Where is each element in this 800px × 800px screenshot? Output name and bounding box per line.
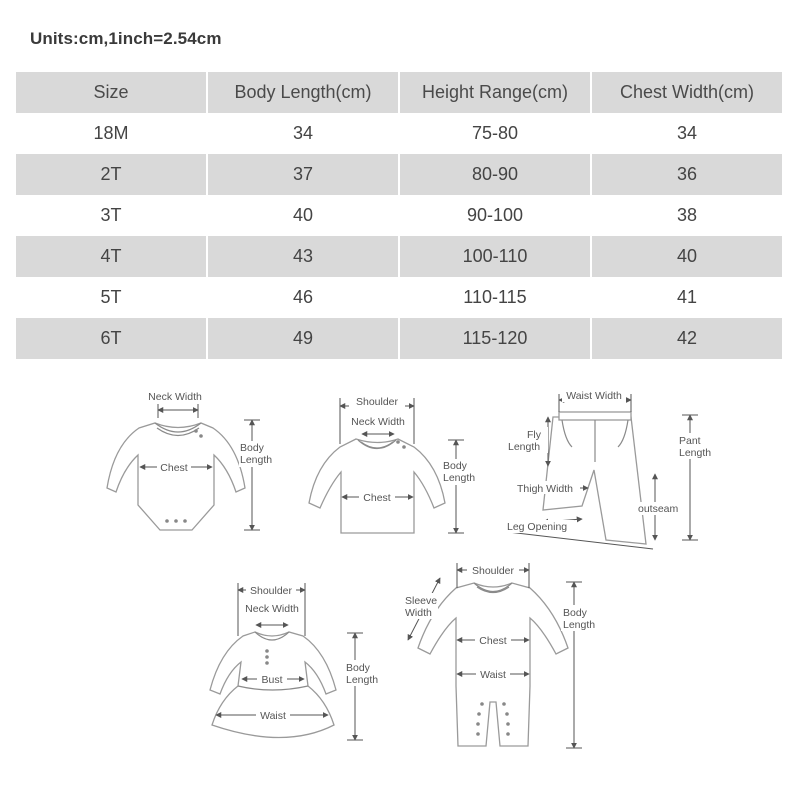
cell-body-length: 34 [207, 113, 399, 154]
snap-icon [506, 722, 510, 726]
snap-icon [506, 732, 510, 736]
snap-icon [165, 519, 169, 523]
cell-height-range: 115-120 [399, 318, 591, 359]
chest-label: Chest [479, 635, 507, 647]
shoulder-label: Shoulder [471, 565, 515, 577]
shoulder-label: Shoulder [249, 585, 293, 597]
snap-icon [174, 519, 178, 523]
cell-size: 18M [15, 113, 207, 154]
cell-chest-width: 40 [591, 236, 783, 277]
cell-chest-width: 38 [591, 195, 783, 236]
table-row [15, 236, 783, 277]
body-length-label: Length [240, 454, 273, 466]
body-length-label: Body [240, 442, 264, 454]
body-length-label: Body [563, 607, 587, 619]
outseam-label: outseam [638, 503, 679, 515]
snap-icon [194, 429, 198, 433]
cell-chest-width: 42 [591, 318, 783, 359]
table-header-row [15, 72, 783, 113]
measurement-diagrams [0, 360, 800, 800]
bodysuit-diagram [107, 391, 275, 530]
snap-icon [476, 722, 480, 726]
table-row [15, 195, 783, 236]
units-note: Units:cm,1inch=2.54cm [30, 29, 222, 48]
snap-icon [505, 712, 509, 716]
chest-label: Chest [363, 492, 391, 504]
cell-height-range: 75-80 [399, 113, 591, 154]
sleeve-width-label: Width [405, 607, 432, 619]
chest-label: Chest [160, 462, 188, 474]
cell-height-range: 100-110 [399, 236, 591, 277]
waist-label: Waist [260, 710, 286, 722]
pant-length-label: Length [679, 447, 712, 459]
dress-diagram [210, 583, 383, 740]
table-row [15, 277, 783, 318]
romper-diagram [402, 563, 601, 748]
table-row [15, 113, 783, 154]
snap-icon [476, 732, 480, 736]
button-icon [265, 661, 269, 665]
header-chest-width: Chest Width(cm) [591, 72, 783, 113]
waist-width-label: Waist Width [566, 390, 622, 402]
cell-size: 4T [15, 236, 207, 277]
sweater-diagram [309, 396, 480, 533]
body-length-label: Length [563, 619, 596, 631]
button-icon [396, 440, 400, 444]
pant-length-label: Pant [679, 435, 701, 447]
cell-body-length: 46 [207, 277, 399, 318]
cell-chest-width: 34 [591, 113, 783, 154]
thigh-width-label: Thigh Width [517, 483, 574, 495]
cell-body-length: 49 [207, 318, 399, 359]
neck-width-label: Neck Width [351, 416, 405, 428]
cell-size: 3T [15, 195, 207, 236]
bodysuit-outline [107, 423, 245, 530]
snap-icon [183, 519, 187, 523]
size-chart-table [14, 72, 784, 359]
header-size: Size [15, 72, 207, 113]
button-icon [402, 445, 406, 449]
button-icon [265, 649, 269, 653]
cell-size: 6T [15, 318, 207, 359]
cell-height-range: 110-115 [399, 277, 591, 318]
pants-waistband [559, 412, 631, 420]
snap-icon [477, 712, 481, 716]
snap-icon [480, 702, 484, 706]
fly-length-label: Fly [527, 429, 541, 441]
cell-chest-width: 36 [591, 154, 783, 195]
snap-icon [199, 434, 203, 438]
body-length-label: Body [443, 460, 467, 472]
cell-body-length: 43 [207, 236, 399, 277]
neck-width-label: Neck Width [245, 603, 299, 615]
cell-size: 2T [15, 154, 207, 195]
table-row [15, 154, 783, 195]
sweater-outline [309, 439, 445, 533]
header-body-length: Body Length(cm) [207, 72, 399, 113]
button-icon [265, 655, 269, 659]
cell-size: 5T [15, 277, 207, 318]
neck-width-label: Neck Width [148, 391, 202, 403]
leg-opening-label: Leg Opening [507, 521, 568, 533]
sleeve-width-label: Sleeve [405, 595, 438, 607]
fly-length-label: Length [508, 441, 541, 453]
body-length-label: Length [346, 674, 379, 686]
pants-diagram [506, 389, 717, 549]
romper-outline [418, 583, 568, 746]
cell-chest-width: 41 [591, 277, 783, 318]
cell-body-length: 37 [207, 154, 399, 195]
header-height-range: Height Range(cm) [399, 72, 591, 113]
body-length-label: Body [346, 662, 370, 674]
table-row [15, 318, 783, 359]
cell-height-range: 90-100 [399, 195, 591, 236]
bust-label: Bust [261, 674, 283, 686]
waist-label: Waist [480, 669, 506, 681]
cell-height-range: 80-90 [399, 154, 591, 195]
shoulder-label: Shoulder [355, 396, 399, 408]
snap-icon [502, 702, 506, 706]
body-length-label: Length [443, 472, 476, 484]
cell-body-length: 40 [207, 195, 399, 236]
